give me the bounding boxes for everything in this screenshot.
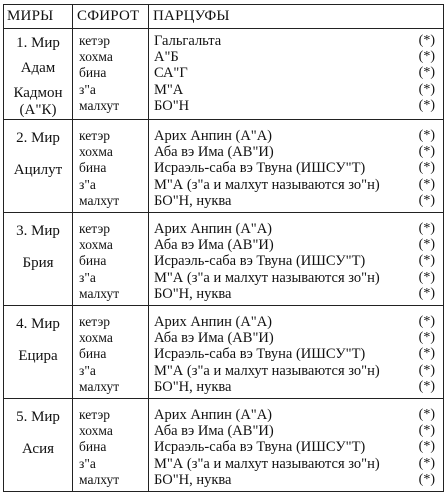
world-name: Ецира: [18, 348, 58, 365]
header-row: [4, 5, 444, 29]
partzuf-name: БО"Н, нуква: [154, 378, 232, 395]
header-worlds: МИРЫ: [4, 5, 73, 29]
note-marker: (*): [418, 128, 435, 143]
partzuf-name: Исраэль-саба вэ Твуна (ИШСУ"Т): [154, 346, 366, 363]
world-title: 4. Мир: [16, 316, 60, 333]
partzuf-name: Исраэль-саба вэ Твуна (ИШСУ"Т): [154, 439, 366, 456]
sfira-label: малхут: [79, 285, 120, 301]
world-name: Адам: [20, 60, 56, 76]
partzuf-line: [149, 65, 443, 81]
sfira-label: з"а: [79, 176, 96, 192]
partzuf-line: [149, 128, 443, 144]
world-title: 3. Мир: [16, 223, 60, 240]
note-marker: (*): [418, 49, 435, 65]
sfira-label: малхут: [79, 378, 120, 394]
world-name: Кадмон: [13, 85, 63, 101]
world-cell: [4, 310, 73, 399]
sfira-label: хохма: [79, 144, 113, 160]
note-marker: (*): [418, 221, 435, 237]
world-row: [4, 29, 444, 120]
partzuf-line: [149, 98, 443, 114]
note-marker: (*): [418, 81, 435, 97]
partzufim-cell: [149, 310, 444, 399]
partzuf-line: [149, 286, 443, 302]
world-row: [4, 124, 444, 213]
partzuf-name: Аба вэ Има (АВ"И): [154, 330, 274, 347]
sfirot-cell: [73, 124, 149, 213]
partzuf-line: [149, 346, 443, 362]
partzuf-line: [149, 253, 443, 269]
world-name: Ацилут: [13, 162, 63, 178]
sfira-label: кетэр: [79, 128, 110, 143]
partzuf-line: [149, 82, 443, 98]
partzuf-name: Аба вэ Има (АВ"И): [154, 237, 274, 254]
note-marker: (*): [418, 314, 435, 330]
partzuf-name: М"А (з"а и малхут называются зо"н): [154, 269, 380, 286]
partzuf-name: М"А (з"а и малхут называются зо"н): [154, 176, 380, 193]
partzuf-line: [149, 237, 443, 253]
partzuf-name: БО"Н, нуква: [154, 285, 232, 302]
partzuf-line: [149, 270, 443, 286]
sfira-label: кетэр: [79, 407, 110, 423]
world-cell: [4, 124, 73, 213]
sfira-label: бина: [79, 439, 107, 455]
partzuf-name: М"А: [154, 81, 184, 98]
world-name: Асия: [21, 441, 55, 458]
sfira-label: малхут: [79, 97, 120, 113]
sfira-label: з"а: [79, 362, 96, 378]
note-marker: (*): [418, 285, 435, 301]
world-row: [4, 217, 444, 306]
sfira-label: хохма: [79, 330, 113, 346]
note-marker: (*): [418, 176, 435, 192]
partzuf-line: [149, 439, 443, 455]
note-marker: (*): [418, 346, 435, 362]
partzuf-line: [149, 177, 443, 193]
note-marker: (*): [418, 330, 435, 346]
sfira-label: кетэр: [79, 314, 110, 330]
partzuf-line: [149, 363, 443, 379]
sfira-label: хохма: [79, 49, 113, 65]
world-title: 5. Мир: [16, 409, 60, 426]
note-marker: (*): [418, 362, 435, 378]
sfira-label: хохма: [79, 423, 113, 439]
note-marker: (*): [418, 253, 435, 269]
world-name: (А"К): [19, 102, 57, 118]
partzuf-name: Исраэль-саба вэ Твуна (ИШСУ"Т): [154, 160, 366, 177]
sfirot-cell: [73, 310, 149, 399]
partzuf-name: БО"Н, нуква: [154, 192, 232, 209]
sfira-label: кетэр: [79, 221, 110, 237]
world-name: Брия: [22, 255, 54, 272]
note-marker: (*): [418, 407, 435, 423]
world-title: 2. Мир: [16, 130, 60, 146]
sfira-label: малхут: [79, 471, 120, 487]
partzuf-name: Арих Анпин (А"А): [154, 314, 273, 331]
partzuf-name: М"А (з"а и малхут называются зо"н): [154, 455, 380, 472]
partzuf-name: БО"Н, нуква: [154, 471, 232, 488]
partzufim-cell: [149, 403, 444, 492]
worlds-table: [3, 4, 444, 492]
note-marker: (*): [418, 269, 435, 285]
note-marker: (*): [418, 65, 435, 81]
sfira-label: хохма: [79, 237, 113, 253]
partzuf-name: Арих Анпин (А"А): [154, 221, 273, 238]
worlds-body: [4, 29, 444, 492]
sfira-label: бина: [79, 160, 107, 176]
partzuf-name: БО"Н: [154, 97, 190, 114]
world-cell: [4, 217, 73, 306]
partzuf-name: Гальгальта: [154, 33, 222, 49]
sfira-label: малхут: [79, 192, 120, 208]
partzufim-cell: [149, 29, 444, 120]
partzuf-line: [149, 314, 443, 330]
partzuf-name: Исраэль-саба вэ Твуна (ИШСУ"Т): [154, 253, 366, 270]
header-sfirot: СФИРОТ: [73, 5, 149, 29]
partzuf-name: Аба вэ Има (АВ"И): [154, 144, 274, 161]
note-marker: (*): [418, 423, 435, 439]
partzuf-line: [149, 144, 443, 160]
sfira-label: з"а: [79, 81, 96, 97]
sfirot-cell: [73, 403, 149, 492]
partzuf-line: [149, 160, 443, 176]
partzuf-name: СА"Г: [154, 65, 188, 82]
worlds-table-container: [3, 4, 443, 492]
sfira-label: з"а: [79, 455, 96, 471]
partzuf-line: [149, 33, 443, 49]
world-row: [4, 310, 444, 399]
note-marker: (*): [418, 378, 435, 394]
partzuf-line: [149, 330, 443, 346]
partzuf-name: Аба вэ Има (АВ"И): [154, 423, 274, 440]
note-marker: (*): [418, 192, 435, 208]
partzuf-line: [149, 221, 443, 237]
sfira-label: бина: [79, 253, 107, 269]
header-partzufim: ПАРЦУФЫ: [149, 5, 444, 29]
note-marker: (*): [418, 439, 435, 455]
partzuf-line: [149, 379, 443, 395]
world-cell: [4, 29, 73, 120]
partzuf-line: [149, 49, 443, 65]
sfirot-cell: [73, 217, 149, 306]
sfira-label: з"а: [79, 269, 96, 285]
partzuf-name: Арих Анпин (А"А): [154, 407, 273, 424]
note-marker: (*): [418, 455, 435, 471]
partzuf-line: [149, 193, 443, 209]
partzuf-name: А"Б: [154, 49, 179, 66]
partzuf-line: [149, 472, 443, 488]
world-title: 1. Мир: [16, 35, 60, 51]
world-cell: [4, 403, 73, 492]
sfira-label: кетэр: [79, 33, 110, 48]
note-marker: (*): [418, 160, 435, 176]
partzuf-line: [149, 423, 443, 439]
sfirot-cell: [73, 29, 149, 120]
world-row: [4, 403, 444, 492]
note-marker: (*): [418, 33, 435, 48]
note-marker: (*): [418, 237, 435, 253]
partzufim-cell: [149, 124, 444, 213]
partzuf-line: [149, 407, 443, 423]
note-marker: (*): [418, 144, 435, 160]
partzuf-line: [149, 456, 443, 472]
sfira-label: бина: [79, 65, 107, 81]
partzuf-name: М"А (з"а и малхут называются зо"н): [154, 362, 380, 379]
partzufim-cell: [149, 217, 444, 306]
sfira-label: бина: [79, 346, 107, 362]
note-marker: (*): [418, 471, 435, 487]
note-marker: (*): [418, 97, 435, 113]
partzuf-name: Арих Анпин (А"А): [154, 128, 273, 144]
